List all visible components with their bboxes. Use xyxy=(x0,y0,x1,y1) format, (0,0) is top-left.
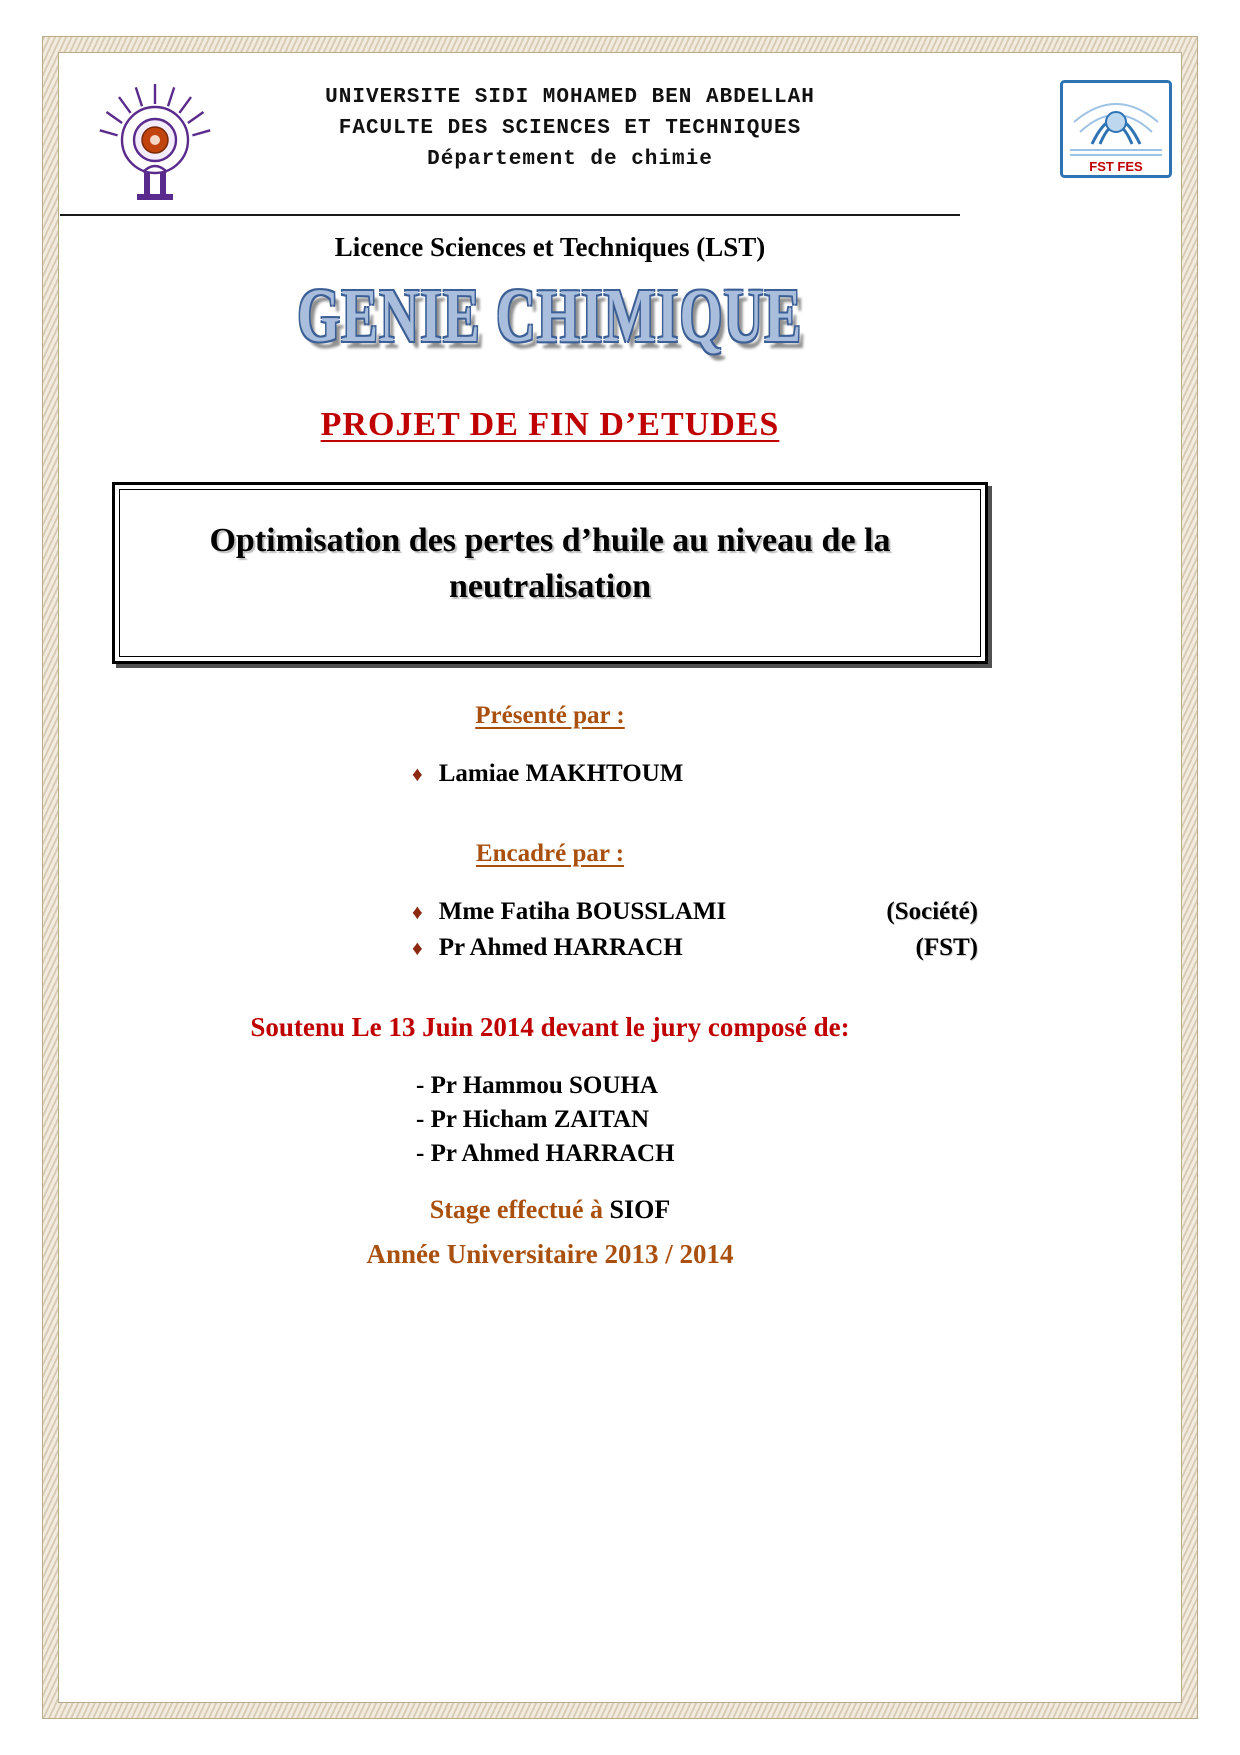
jury-member: - Pr Hammou SOUHA xyxy=(416,1072,658,1099)
internship-line xyxy=(60,1195,1040,1225)
fst-logo-icon xyxy=(1060,80,1172,178)
diamond-bullet-icon: ♦ xyxy=(412,935,423,960)
fst-logo xyxy=(1060,72,1180,183)
title-box xyxy=(112,482,988,664)
jury-member: - Pr Hicham ZAITAN xyxy=(416,1106,650,1133)
supervised-by-label-text: Encadré par : xyxy=(475,840,625,867)
university-emblem-icon xyxy=(95,72,215,204)
internship-company: SIOF xyxy=(609,1195,671,1224)
supervised-by-label xyxy=(60,840,1040,868)
supervisor-item xyxy=(412,898,978,926)
author-name: Lamiae MAKHTOUM xyxy=(438,760,684,787)
defense-intro: Soutenu Le 13 Juin 2014 devant le jury composé de: xyxy=(250,1012,850,1042)
author-item xyxy=(412,760,1040,788)
supervisor-name-wrap xyxy=(412,898,726,926)
presented-by-label-text: Présenté par : xyxy=(475,702,625,729)
supervisor-name-wrap xyxy=(412,934,683,962)
header-text xyxy=(250,72,890,175)
internship-prefix: Stage effectué à xyxy=(429,1195,604,1224)
title-box-inner xyxy=(119,489,981,657)
program-title: Licence Sciences et Techniques (LST) xyxy=(334,232,766,262)
diamond-bullet-icon: ♦ xyxy=(412,899,423,924)
fst-logo-text: FST FES xyxy=(1089,159,1143,174)
report-title: Optimisation des pertes d’huile au niveau de la neutralisation xyxy=(209,522,891,605)
header xyxy=(60,72,1180,212)
project-type-heading: PROJET DE FIN D’ETUDES xyxy=(320,406,780,443)
presented-by-label xyxy=(60,702,1040,730)
university-logo xyxy=(60,72,250,209)
jury-list xyxy=(416,1069,1040,1171)
jury-member: - Pr Ahmed HARRACH xyxy=(416,1140,675,1167)
supervisor-name: Pr Ahmed HARRACH xyxy=(438,934,683,961)
supervisor-affiliation: (Société) xyxy=(886,898,978,925)
academic-year: Année Universitaire 2013 / 2014 xyxy=(366,1239,734,1269)
specialty-title: GENIE CHIMIQUE xyxy=(297,274,803,358)
department-name: Département de chimie xyxy=(427,148,713,171)
diamond-bullet-icon: ♦ xyxy=(412,761,423,786)
cover-content xyxy=(60,60,1180,1695)
header-divider xyxy=(60,214,960,216)
university-name: UNIVERSITE SIDI MOHAMED BEN ABDELLAH xyxy=(325,86,815,109)
supervisor-item xyxy=(412,934,978,962)
supervisor-name: Mme Fatiha BOUSSLAMI xyxy=(438,898,727,925)
supervisor-affiliation: (FST) xyxy=(915,934,978,961)
faculty-name: FACULTE DES SCIENCES ET TECHNIQUES xyxy=(338,117,802,140)
main-column xyxy=(60,232,1040,1270)
